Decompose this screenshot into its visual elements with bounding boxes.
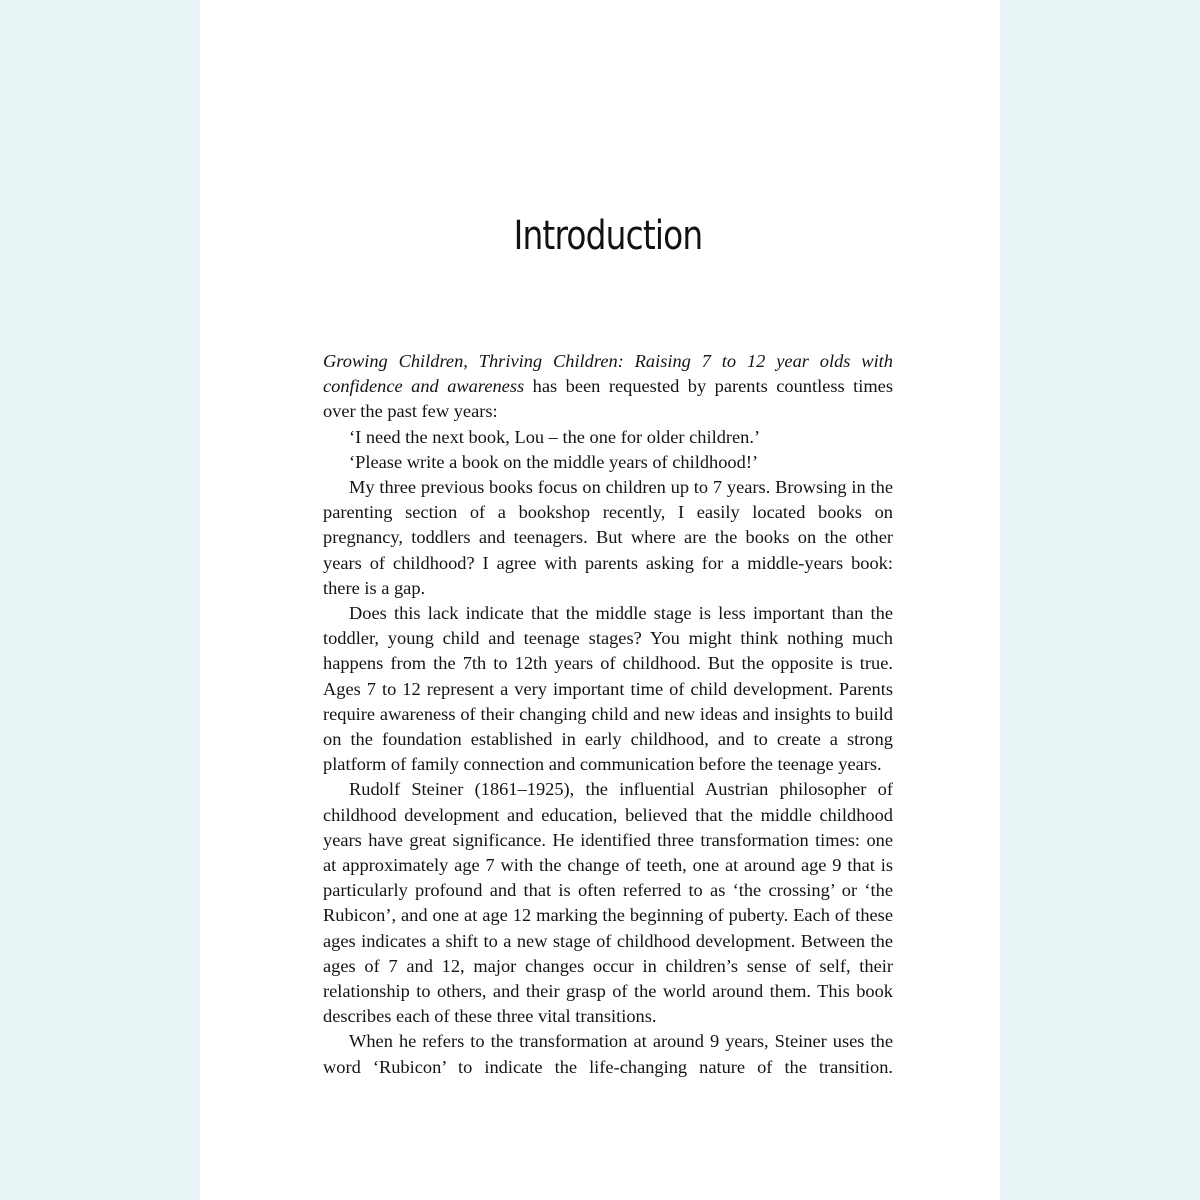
chapter-title: Introduction	[513, 213, 703, 259]
paragraph-5: Does this lack indicate that the middle stage is less important than the toddler, young child and teenage stages? You might think nothing much happens from the 7th to 12th years of childhood. But the opposite is true. Ages 7 to 12 represent a very important time of child development. Parents require awareness of their changing child and new ideas and insights to build on the foundation established in early childhood, and to create a strong platform of family connection and communication before the teenage years.	[323, 603, 893, 775]
book-page	[200, 0, 1000, 1200]
book-title-italic: Growing Children, Thriving Children: Raising 7 to 12 year olds with confidence and awareness	[323, 351, 893, 397]
paragraph-7: When he refers to the transformation at around 9 years, Steiner uses the word ‘Rubicon’ to indicate the life-changing nature of the transition.	[323, 1031, 893, 1077]
quote-1: ‘I need the next book, Lou – the one for older children.’	[349, 426, 761, 447]
paragraph-1-text: has been requested by parents countless times over the past few years:	[323, 376, 893, 422]
body-text	[323, 349, 893, 1080]
paragraph-4: My three previous books focus on children up to 7 years. Browsing in the parenting section of a bookshop recently, I easily located books on pregnancy, toddlers and teenagers. But where are the books on the other years of childhood? I agree with parents asking for a middle-years book: there is a gap.	[323, 477, 893, 598]
paragraph-1	[323, 349, 893, 425]
paragraph-6: Rudolf Steiner (1861–1925), the influential Austrian philosopher of childhood development and education, believed that the middle childhood years have great significance. He identified three transformation times: one at approximately age 7 with the change of teeth, one at around age 9 that is particularly profound and that is often referred to as ‘the crossing’ or ‘the Rubicon’, and one at age 12 marking the beginning of puberty. Each of these ages indicates a shift to a new stage of childhood development. Between the ages of 7 and 12, major changes occur in children’s sense of self, their relationship to others, and their grasp of the world around them. This book describes each of these three vital transitions.	[323, 779, 893, 1027]
quote-2: ‘Please write a book on the middle years of childhood!’	[349, 451, 759, 472]
